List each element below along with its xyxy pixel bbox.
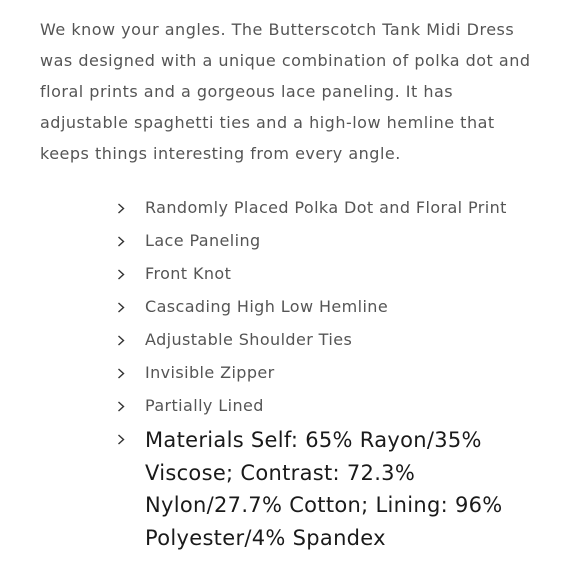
feature-item — [115, 257, 555, 290]
chevron-right-icon — [115, 290, 129, 323]
feature-label: Front Knot — [145, 264, 232, 283]
chevron-right-icon — [115, 356, 129, 389]
product-description: We know your angles. The Butterscotch Tank Midi Dress was designed with a unique combination of polka dot and floral prints and a gorgeous lace paneling. It has adjustable spaghetti ties and a high-low hemline that keeps things interesting from every angle. — [40, 20, 531, 163]
feature-label: Invisible Zipper — [145, 363, 275, 382]
chevron-right-icon — [115, 224, 129, 257]
chevron-right-icon — [115, 323, 129, 356]
feature-item-materials — [115, 424, 545, 554]
feature-label: Adjustable Shoulder Ties — [145, 330, 353, 349]
chevron-right-icon — [115, 191, 129, 224]
feature-list — [115, 191, 555, 554]
feature-item — [115, 191, 555, 224]
feature-item — [115, 323, 555, 356]
feature-label: Randomly Placed Polka Dot and Floral Print — [145, 198, 507, 217]
feature-label: Partially Lined — [145, 396, 264, 415]
feature-label: Materials Self: 65% Rayon/35% Viscose; Contrast: 72.3% Nylon/27.7% Cotton; Lining: 96% Polyester/4% Spandex — [145, 428, 503, 550]
feature-item — [115, 389, 555, 422]
chevron-right-icon — [115, 257, 129, 290]
feature-item — [115, 290, 555, 323]
feature-label: Lace Paneling — [145, 231, 261, 250]
chevron-right-icon — [115, 424, 129, 457]
feature-item — [115, 356, 555, 389]
feature-label: Cascading High Low Hemline — [145, 297, 389, 316]
feature-item — [115, 224, 555, 257]
chevron-right-icon — [115, 389, 129, 422]
